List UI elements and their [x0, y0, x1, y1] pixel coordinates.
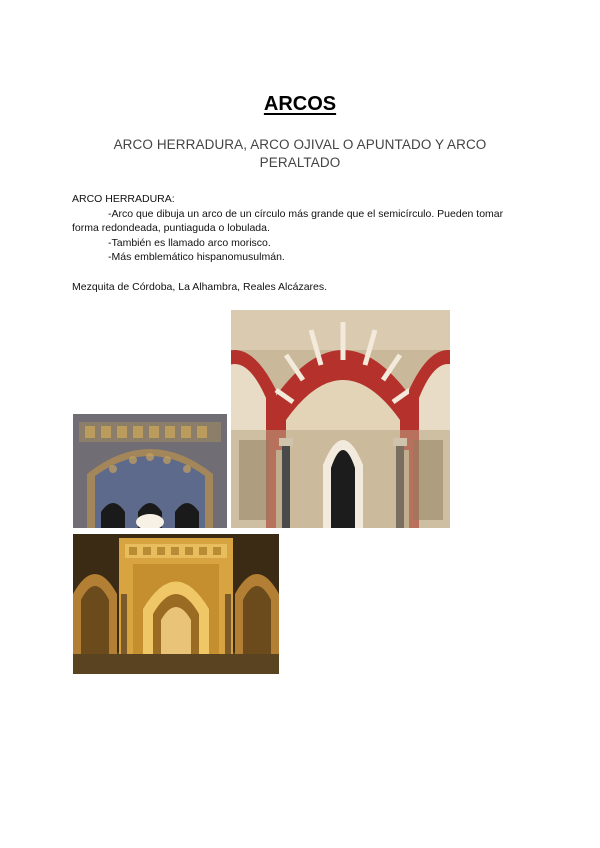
places-text: Mezquita de Córdoba, La Alhambra, Reales Alcázares. [72, 281, 328, 293]
section-heading: ARCO HERRADURA: [72, 193, 175, 205]
section-line: -Arco que dibuja un arco de un círculo más grande que el semicírculo. Pueden tomar forma redondeada, puntiaguda o lobulada. [72, 207, 504, 234]
photo-alcazar-arches [231, 310, 450, 528]
section-line: -Más emblemático hispanomusulmán. [108, 251, 285, 263]
page-subtitle: ARCO HERRADURA, ARCO OJIVAL O APUNTADO Y ARCO PERALTADO [113, 137, 487, 170]
photo-mihrab-cordoba [73, 534, 279, 674]
section-arco-herradura [72, 192, 532, 265]
photo-patio-arches [73, 414, 227, 528]
section-line: -También es llamado arco morisco. [108, 236, 271, 249]
page-title: ARCOS [263, 93, 337, 115]
